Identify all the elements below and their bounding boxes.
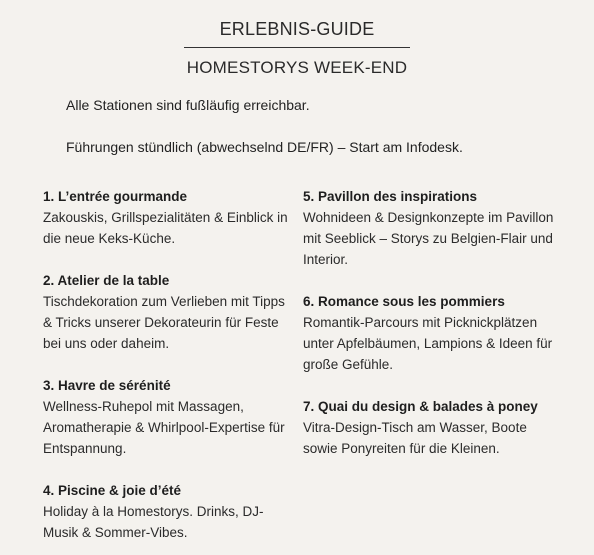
station-description: Vitra-Design-Tisch am Wasser, Boote sowie Ponyreiten für die Kleinen. (303, 420, 527, 456)
intro-walking-note: Alle Stationen sind fußläufig erreichbar. (66, 97, 310, 113)
station-item (303, 291, 563, 375)
station-item (43, 375, 293, 459)
station-description: Holiday à la Homestorys. Drinks, DJ-Musik & Sommer-Vibes. (43, 504, 264, 540)
station-description: Romantik-Parcours mit Picknickplätzen unter Apfelbäumen, Lampions & Ideen für große Gefühle. (303, 315, 553, 372)
page-title: ERLEBNIS-GUIDE (219, 19, 375, 39)
station-title: 2. Atelier de la table (43, 273, 170, 288)
station-item (303, 396, 563, 459)
station-title: 6. Romance sous les pommiers (303, 294, 505, 309)
station-title: 5. Pavillon des inspirations (303, 189, 478, 204)
station-description: Tischdekoration zum Verlieben mit Tipps & Tricks unserer Dekorateurin für Feste bei uns oder daheim. (43, 294, 285, 351)
station-item (43, 480, 293, 543)
station-item (43, 270, 293, 354)
title-divider (184, 47, 410, 48)
station-description: Wohnideen & Designkonzepte im Pavillon mit Seeblick – Storys zu Belgien-Flair und Interior. (303, 210, 554, 267)
page-subtitle: HOMESTORYS WEEK-END (186, 58, 408, 77)
guide-header (0, 18, 594, 79)
station-title: 1. L’entrée gourmande (43, 189, 188, 204)
station-title: 3. Havre de sérénité (43, 378, 171, 393)
station-title: 7. Quai du design & balades à poney (303, 399, 538, 414)
station-title: 4. Piscine & joie d’été (43, 483, 182, 498)
station-item (43, 186, 293, 249)
station-description: Wellness-Ruhepol mit Massagen, Aromatherapie & Whirlpool-Expertise für Entspannung. (43, 399, 285, 456)
station-description: Zakouskis, Grillspezialitäten & Einblick in die neue Keks-Küche. (43, 210, 288, 246)
station-item (303, 186, 563, 270)
intro-tours-note: Führungen stündlich (abwechselnd DE/FR) – Start am Infodesk. (66, 139, 463, 155)
